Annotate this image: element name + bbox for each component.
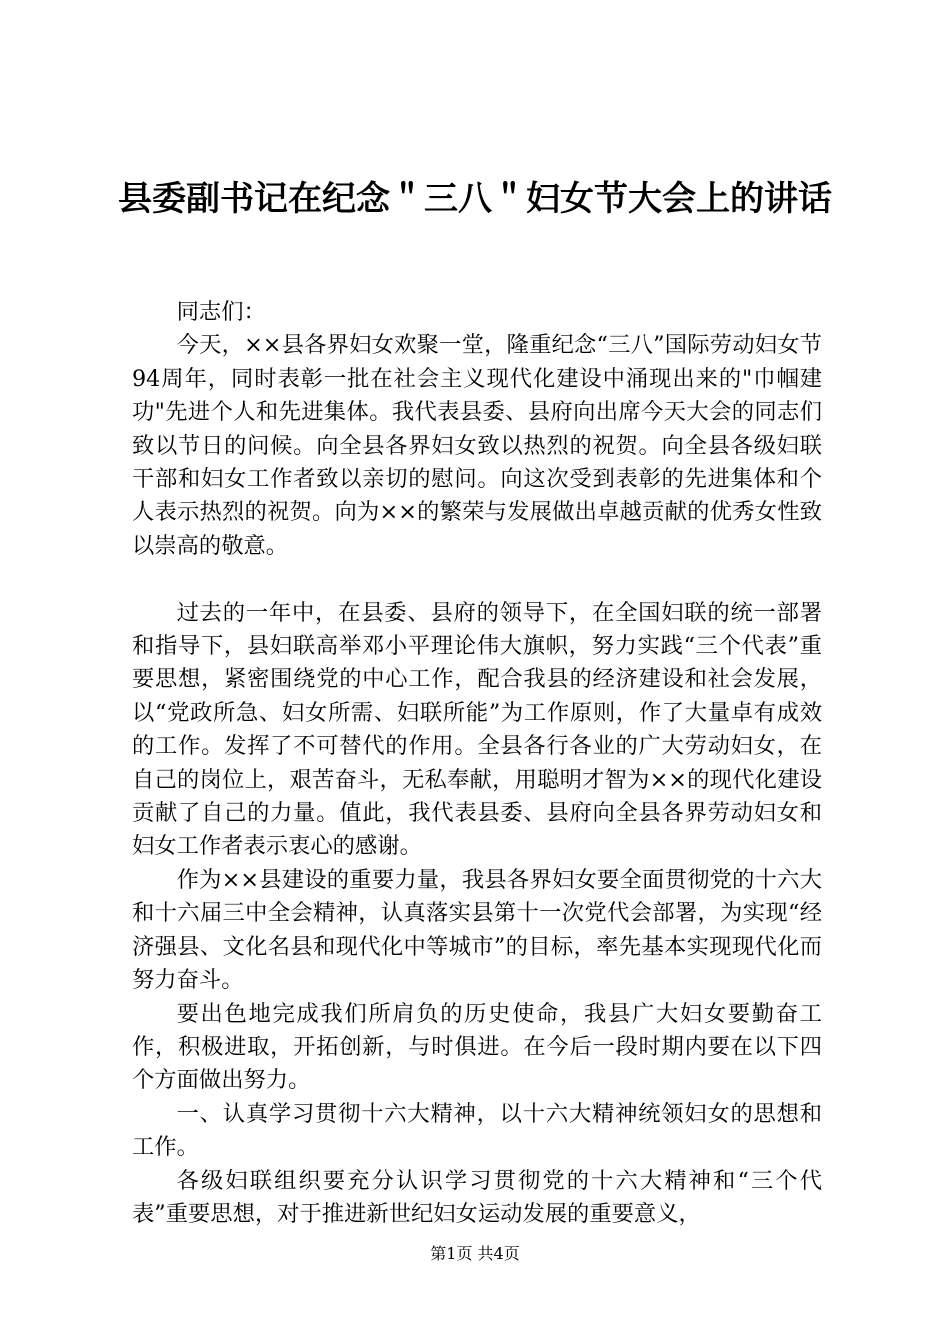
salutation: 同志们： xyxy=(176,299,266,325)
paragraph-3: 作为××县建设的重要力量，我县各界妇女要全面贯彻党的十六大和十六届三中全会精神，认真落实县第十一次党代会部署，为实现“经济强县、文化名县和现代化中等城市”的目标，率先基本实现现代化而努力奋斗。 xyxy=(132,866,822,994)
paragraph-2: 过去的一年中，在县委、县府的领导下，在全国妇联的统一部署和指导下，县妇联高举邓小平理论伟大旗帜，努力实践“三个代表”重要思想，紧密围绕党的中心工作，配合我县的经济建设和社会发展，以“党政所急、妇女所需、妇联所能”为工作原则，作了大量卓有成效的工作。发挥了不可替代的作用。全县各行各业的广大劳动妇女，在自己的岗位上，艰苦奋斗，无私奉献，用聪明才智为××的现代化建设贡献了自己的力量。值此，我代表县委、县府向全县各界劳动妇女和妇女工作者表示衷心的感谢。 xyxy=(132,599,822,860)
section-heading-1: 一、认真学习贯彻十六大精神，以十六大精神统领妇女的思想和工作。 xyxy=(132,1100,822,1161)
paragraph-1: 今天，××县各界妇女欢聚一堂，隆重纪念“三八”国际劳动妇女节94周年，同时表彰一批在社会主义现代化建设中涌现出来的"巾帼建功"先进个人和先进集体。我代表县委、县府向出席今天大会的同志们致以节日的问候。向全县各界妇女致以热烈的祝贺。向全县各级妇联干部和妇女工作者致以亲切的慰问。向这次受到表彰的先进集体和个人表示热烈的祝贺。向为××的繁荣与发展做出卓越贡献的优秀女性致以崇高的敬意。 xyxy=(132,332,822,559)
document-body xyxy=(132,296,822,1231)
paragraph-4: 要出色地完成我们所肩负的历史使命，我县广大妇女要勤奋工作，积极进取，开拓创新，与时俱进。在今后一段时期内要在以下四个方面做出努力。 xyxy=(132,1000,822,1094)
paragraph-5: 各级妇联组织要充分认识学习贯彻党的十六大精神和“三个代表”重要思想，对于推进新世纪妇女运动发展的重要意义， xyxy=(132,1167,822,1227)
document-title: 县委副书记在纪念＂三八＂妇女节大会上的讲话 xyxy=(118,179,832,219)
page-number-footer: 第1页 共4页 xyxy=(430,1244,520,1263)
